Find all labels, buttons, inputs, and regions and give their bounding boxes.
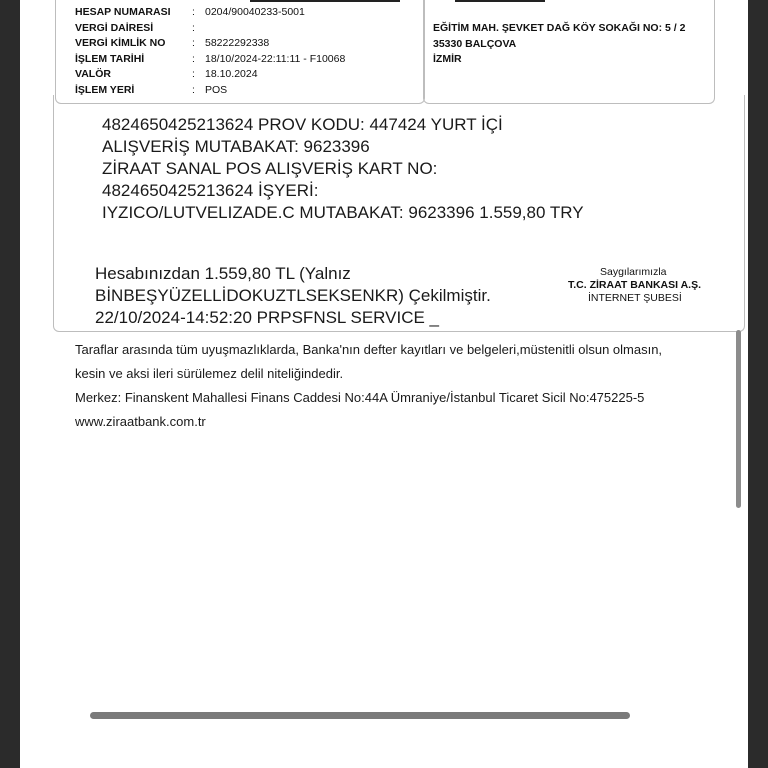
transaction-line: IYZICO/LUTVELIZADE.C MUTABAKAT: 9623396 1.559,80 TRY xyxy=(102,203,584,222)
info-value: POS xyxy=(205,84,228,96)
address-line: 35330 BALÇOVA xyxy=(433,38,517,50)
transaction-line: ZİRAAT SANAL POS ALIŞVERİŞ KART NO: xyxy=(102,159,438,178)
info-value: 18.10.2024 xyxy=(205,68,258,80)
summary-line: Hesabınızdan 1.559,80 TL (Yalnız xyxy=(95,264,351,283)
summary-line: 22/10/2024-14:52:20 PRPSFNSL SERVICE _ xyxy=(95,308,439,327)
signature-bank-name: T.C. ZİRAAT BANKASI A.Ş. xyxy=(568,279,701,291)
footer-line: kesin ve aksi ileri sürülemez delil niteliğindedir. xyxy=(75,366,344,381)
info-value: 0204/90040233-5001 xyxy=(205,6,305,18)
info-key: İŞLEM TARİHİ xyxy=(75,53,145,65)
info-sep: : xyxy=(192,22,195,34)
info-key: İŞLEM YERİ xyxy=(75,84,135,96)
horizontal-scrollbar[interactable] xyxy=(90,712,630,719)
info-sep: : xyxy=(192,53,195,65)
vertical-scrollbar[interactable] xyxy=(736,330,741,508)
info-key: VERGİ KİMLİK NO xyxy=(75,37,166,49)
signature-branch: İNTERNET ŞUBESİ xyxy=(588,292,682,304)
info-sep: : xyxy=(192,68,195,80)
transaction-line: 4824650425213624 İŞYERİ: xyxy=(102,181,319,200)
transaction-line: 4824650425213624 PROV KODU: 447424 YURT İÇİ xyxy=(102,115,503,134)
summary-line: BİNBEŞYÜZELLİDOKUZTLSEKSENKR) Çekilmiştir. xyxy=(95,286,491,305)
address-line: EĞİTİM MAH. ŞEVKET DAĞ KÖY SOKAĞI NO: 5 / 2 xyxy=(433,22,686,34)
info-sep: : xyxy=(192,84,195,96)
info-key: VALÖR xyxy=(75,68,111,80)
info-key: VERGİ DAİRESİ xyxy=(75,22,154,34)
address-box xyxy=(423,0,715,104)
footer-line: Taraflar arasında tüm uyuşmazlıklarda, Banka'nın defter kayıtları ve belgeleri,müstenitli olsun olmasın, xyxy=(75,342,663,357)
transaction-line: ALIŞVERİŞ MUTABAKAT: 9623396 xyxy=(102,137,370,156)
info-key: HESAP NUMARASI xyxy=(75,6,171,18)
info-sep: : xyxy=(192,6,195,18)
address-line: İZMİR xyxy=(433,53,462,65)
info-value: 18/10/2024-22:11:11 - F10068 xyxy=(205,53,346,65)
footer-line: Merkez: Finanskent Mahallesi Finans Caddesi No:44A Ümraniye/İstanbul Ticaret Sicil No:475225-5 xyxy=(75,390,645,405)
info-sep: : xyxy=(192,37,195,49)
info-value: 58222292338 xyxy=(205,37,270,49)
footer-website[interactable]: www.ziraatbank.com.tr xyxy=(75,414,206,429)
signature-greeting: Saygılarımızla xyxy=(600,266,667,278)
